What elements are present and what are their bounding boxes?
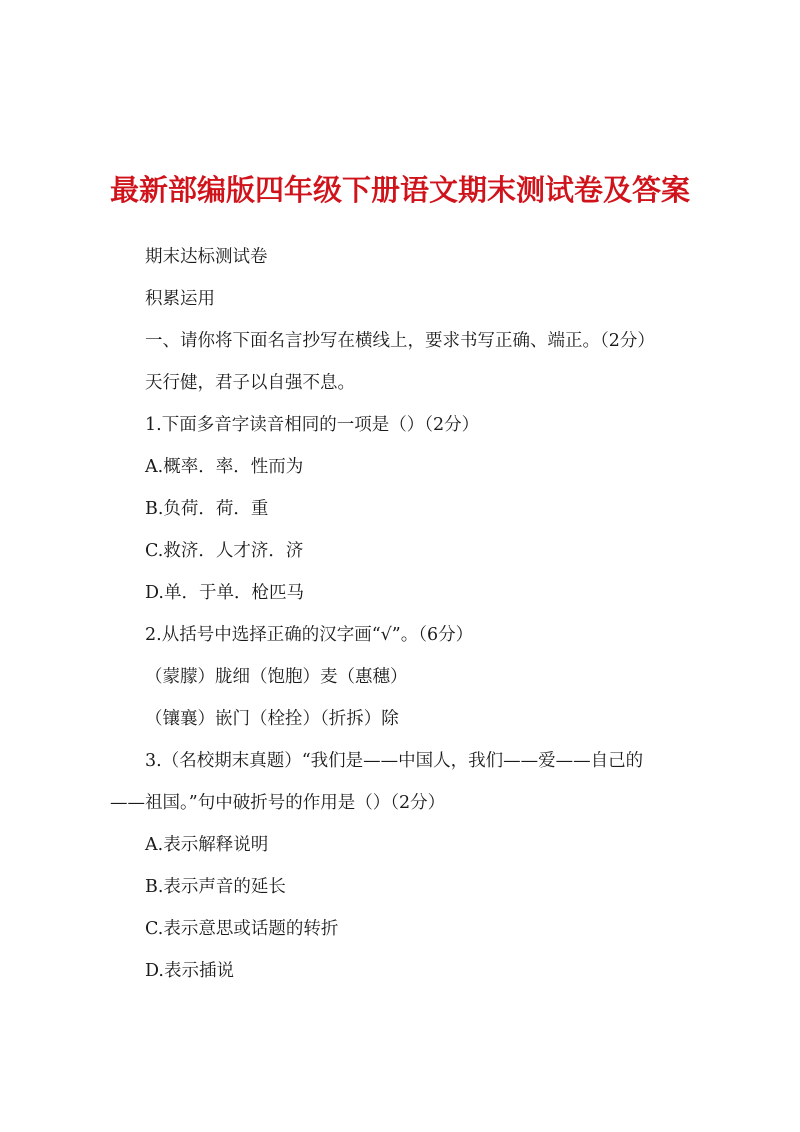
question-item: 3.（名校期末真题）“我们是——中国人，我们——爱——自己的 xyxy=(145,751,644,771)
question-item: 2.从括号中选择正确的汉字画“√”。（6分） xyxy=(145,625,474,645)
document-title: 最新部编版四年级下册语文期末测试卷及答案 xyxy=(109,173,690,207)
option-b: B.负荷．荷．重 xyxy=(145,499,269,519)
question-item: 1.下面多音字读音相同的一项是（）（2分） xyxy=(145,415,480,435)
subtitle: 期末达标测试卷 xyxy=(145,247,268,267)
option-c: C.表示意思或话题的转折 xyxy=(145,919,339,939)
character-choice-line: （蒙朦）胧细（饱胞）麦（惠穗） xyxy=(145,667,408,687)
option-d: D.单．于单．枪匹马 xyxy=(145,583,304,603)
question-1-prompt: 一、请你将下面名言抄写在横线上，要求书写正确、端正。（2分） xyxy=(145,331,655,351)
option-a: A.表示解释说明 xyxy=(145,835,269,855)
section-heading: 积累运用 xyxy=(145,289,215,309)
question-item-continued: ——祖国。”句中破折号的作用是（）（2分） xyxy=(110,793,446,813)
character-choice-line: （镶襄）嵌门（栓拴）（折拆）除 xyxy=(145,709,399,729)
option-c: C.救济．人才济．济 xyxy=(145,541,304,561)
option-b: B.表示声音的延长 xyxy=(145,877,286,897)
option-a: A.概率．率．性而为 xyxy=(145,457,304,477)
option-d: D.表示插说 xyxy=(145,961,234,981)
quote-text: 天行健，君子以自强不息。 xyxy=(145,373,355,393)
